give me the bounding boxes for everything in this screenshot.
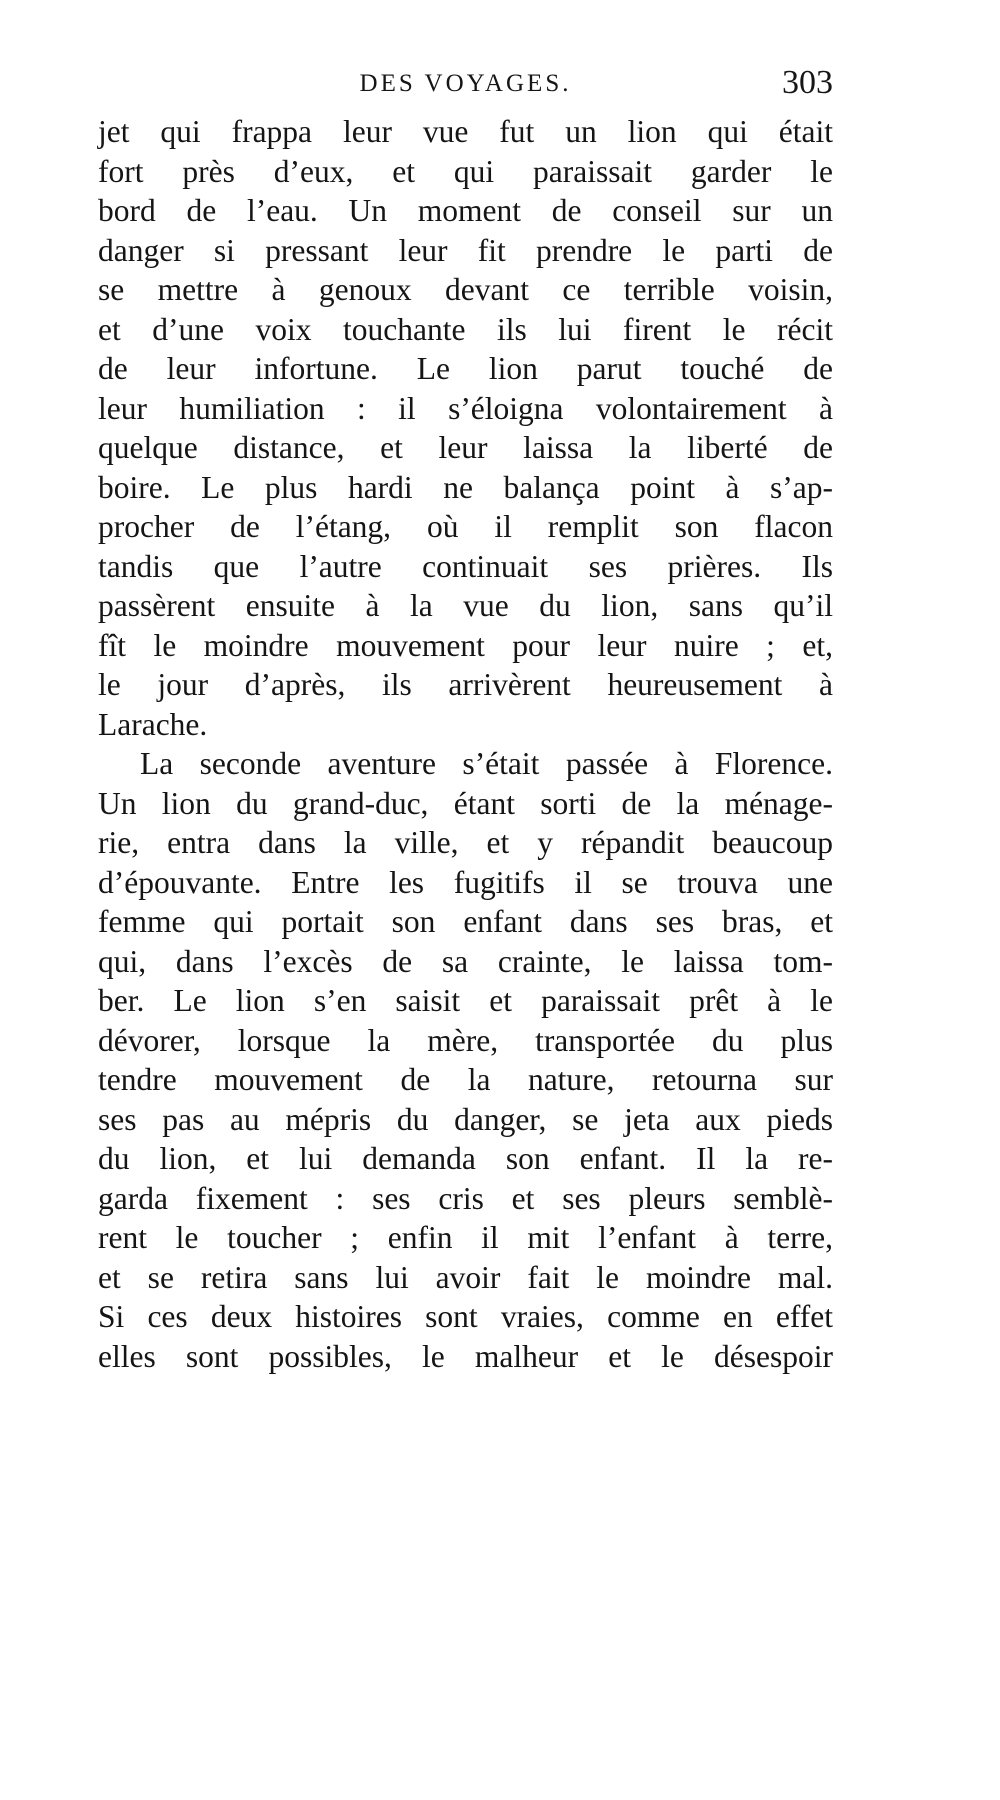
text-line: de leur infortune. Le lion parut touché de bbox=[98, 351, 833, 386]
text-line: Un lion du grand-duc, étant sorti de la ménage- bbox=[98, 785, 833, 821]
text-line: le jour d’après, ils arrivèrent heureusement à bbox=[98, 667, 833, 702]
text-line: rie, entra dans la ville, et y répandit beaucoup bbox=[98, 825, 833, 860]
text-line: tandis que l’autre continuait ses prières. Ils bbox=[98, 548, 833, 584]
text-line: garda fixement : ses cris et ses pleurs semblè- bbox=[98, 1180, 833, 1216]
text-line: boire. Le plus hardi ne balança point à s’ap- bbox=[98, 469, 833, 505]
text-line: d’épouvante. Entre les fugitifs il se trouva une bbox=[98, 864, 833, 900]
text-line: quelque distance, et leur laissa la liberté de bbox=[98, 430, 833, 465]
text-line: et d’une voix touchante ils lui firent le récit bbox=[98, 311, 833, 347]
text-line: jet qui frappa leur vue fut un lion qui était bbox=[98, 114, 833, 149]
text-line: qui, dans l’excès de sa crainte, le laissa tom- bbox=[98, 943, 833, 979]
text-line: danger si pressant leur fit prendre le parti de bbox=[98, 232, 833, 268]
text-line: bord de l’eau. Un moment de conseil sur un bbox=[98, 193, 833, 228]
text-line: elles sont possibles, le malheur et le désespoir bbox=[98, 1338, 833, 1374]
text-line: Si ces deux histoires sont vraies, comme en effet bbox=[98, 1299, 833, 1334]
text-line: procher de l’étang, où il remplit son flacon bbox=[98, 509, 833, 544]
running-title: DES VOYAGES. bbox=[359, 70, 572, 97]
paragraph-continued bbox=[98, 112, 833, 744]
text-line: fort près d’eux, et qui paraissait garder le bbox=[98, 153, 833, 189]
body-text bbox=[98, 112, 833, 1376]
text-line: et se retira sans lui avoir fait le moindre mal. bbox=[98, 1259, 833, 1295]
text-line: du lion, et lui demanda son enfant. Il la re- bbox=[98, 1141, 833, 1176]
text-line: dévorer, lorsque la mère, transportée du plus bbox=[98, 1022, 833, 1058]
text-line: Larache. bbox=[98, 706, 208, 742]
text-line: ber. Le lion s’en saisit et paraissait prêt à le bbox=[98, 983, 833, 1018]
text-line: ses pas au mépris du danger, se jeta aux pieds bbox=[98, 1101, 833, 1137]
text-line: tendre mouvement de la nature, retourna sur bbox=[98, 1062, 833, 1097]
text-line: La seconde aventure s’était passée à Florence. bbox=[140, 746, 833, 781]
text-line: se mettre à genoux devant ce terrible voisin, bbox=[98, 272, 833, 307]
running-head bbox=[98, 64, 833, 104]
text-line: passèrent ensuite à la vue du lion, sans qu’il bbox=[98, 588, 833, 623]
page-number: 303 bbox=[782, 64, 833, 101]
paragraph-florence bbox=[98, 744, 833, 1376]
text-line: leur humiliation : il s’éloigna volontairement à bbox=[98, 390, 833, 426]
text-line: femme qui portait son enfant dans ses bras, et bbox=[98, 904, 833, 939]
text-line: fît le moindre mouvement pour leur nuire ; et, bbox=[98, 627, 833, 663]
text-line: rent le toucher ; enfin il mit l’enfant à terre, bbox=[98, 1220, 833, 1255]
